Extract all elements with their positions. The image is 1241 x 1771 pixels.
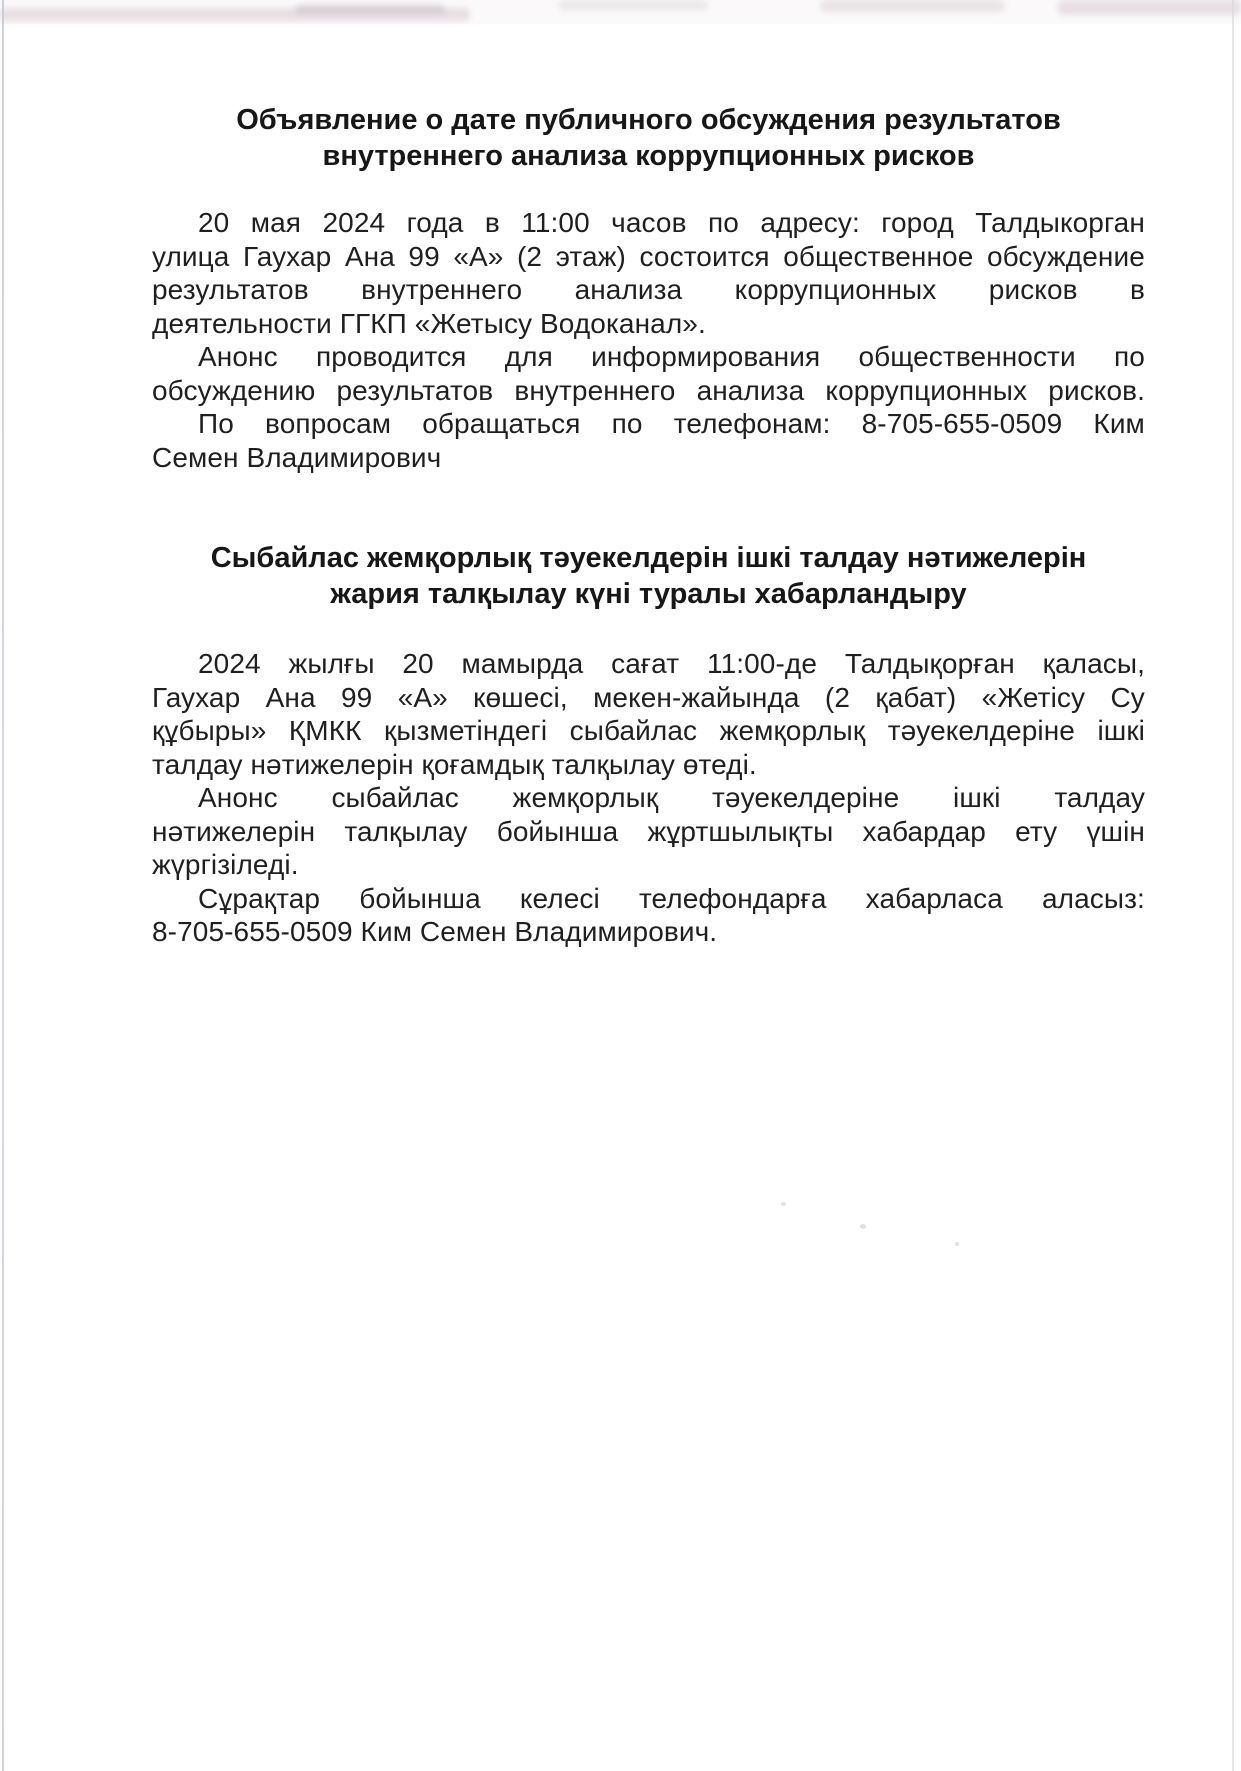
- text-line: обсуждению результатов внутреннего анализа коррупционных рисков.: [152, 374, 1145, 406]
- title-line: внутреннего анализа коррупционных рисков: [322, 139, 975, 172]
- text-line: 2024 жылғы 20 мамырда сағат 11:00-де Талдықорған қаласы,: [198, 648, 1145, 679]
- text-line: Анонс проводится для информирования общественности по: [198, 341, 1145, 372]
- text-line: Анонс сыбайлас жемқорлық тәуекелдеріне ішкі талдау: [198, 782, 1145, 813]
- text-line: По вопросам обращаться по телефонам: 8-705-655-0509 Ким: [198, 408, 1145, 439]
- title-line: Сыбайлас жемқорлық тәуекелдерін ішкі талдау нәтижелерін: [210, 542, 1087, 574]
- scan-smudge: [1058, 0, 1241, 15]
- scan-speck: [860, 1224, 866, 1229]
- scan-edge-line-left: [2, 0, 4, 1771]
- text-line: Семен Владимирович: [152, 441, 442, 473]
- announcement-title-ru: [152, 103, 1145, 174]
- text-line: деятельности ГГКП «Жетысу Водоканал».: [152, 307, 706, 339]
- scan-smudge: [820, 0, 1005, 12]
- title-line: Объявление о дате публичного обсуждения результатов: [236, 104, 1061, 136]
- text-line: жүргізіледі.: [152, 849, 299, 880]
- scan-smudge: [558, 0, 708, 10]
- text-line: Сұрақтар бойынша келесі телефондарға хабарласа аласыз:: [198, 882, 1145, 914]
- scan-speck: [955, 1242, 959, 1246]
- text-line: Гаухар Ана 99 «А» көшесі, мекен-жайында (2 қабат) «Жетісу Су: [152, 681, 1145, 713]
- scan-smudge: [295, 4, 445, 14]
- scan-edge-line-right: [1232, 0, 1234, 1771]
- announcement-body-kk: [152, 647, 1145, 949]
- text-line: улица Гаухар Ана 99 «А» (2 этаж) состоится общественное обсуждение: [152, 240, 1145, 272]
- text-line: 8-705-655-0509 Ким Семен Владимирович.: [152, 916, 718, 947]
- text-line: результатов внутреннего анализа коррупционных рисков в: [152, 274, 1145, 305]
- text-line: құбыры» ҚМКК қызметіндегі сыбайлас жемқорлық тәуекелдеріне ішкі: [152, 715, 1145, 746]
- scan-speck: [781, 1202, 786, 1206]
- text-line: нәтижелерін талқылау бойынша жұртшылықты хабардар ету үшін: [152, 815, 1145, 847]
- title-line: жария талқылау күні туралы хабарландыру: [330, 577, 967, 610]
- text-line: талдау нәтижелерін қоғамдық талқылау өтеді.: [152, 748, 757, 780]
- announcement-body-ru: [152, 206, 1145, 474]
- text-line: 20 мая 2024 года в 11:00 часов по адресу: город Талдыкорган: [198, 207, 1145, 238]
- announcement-title-kk: [152, 541, 1145, 612]
